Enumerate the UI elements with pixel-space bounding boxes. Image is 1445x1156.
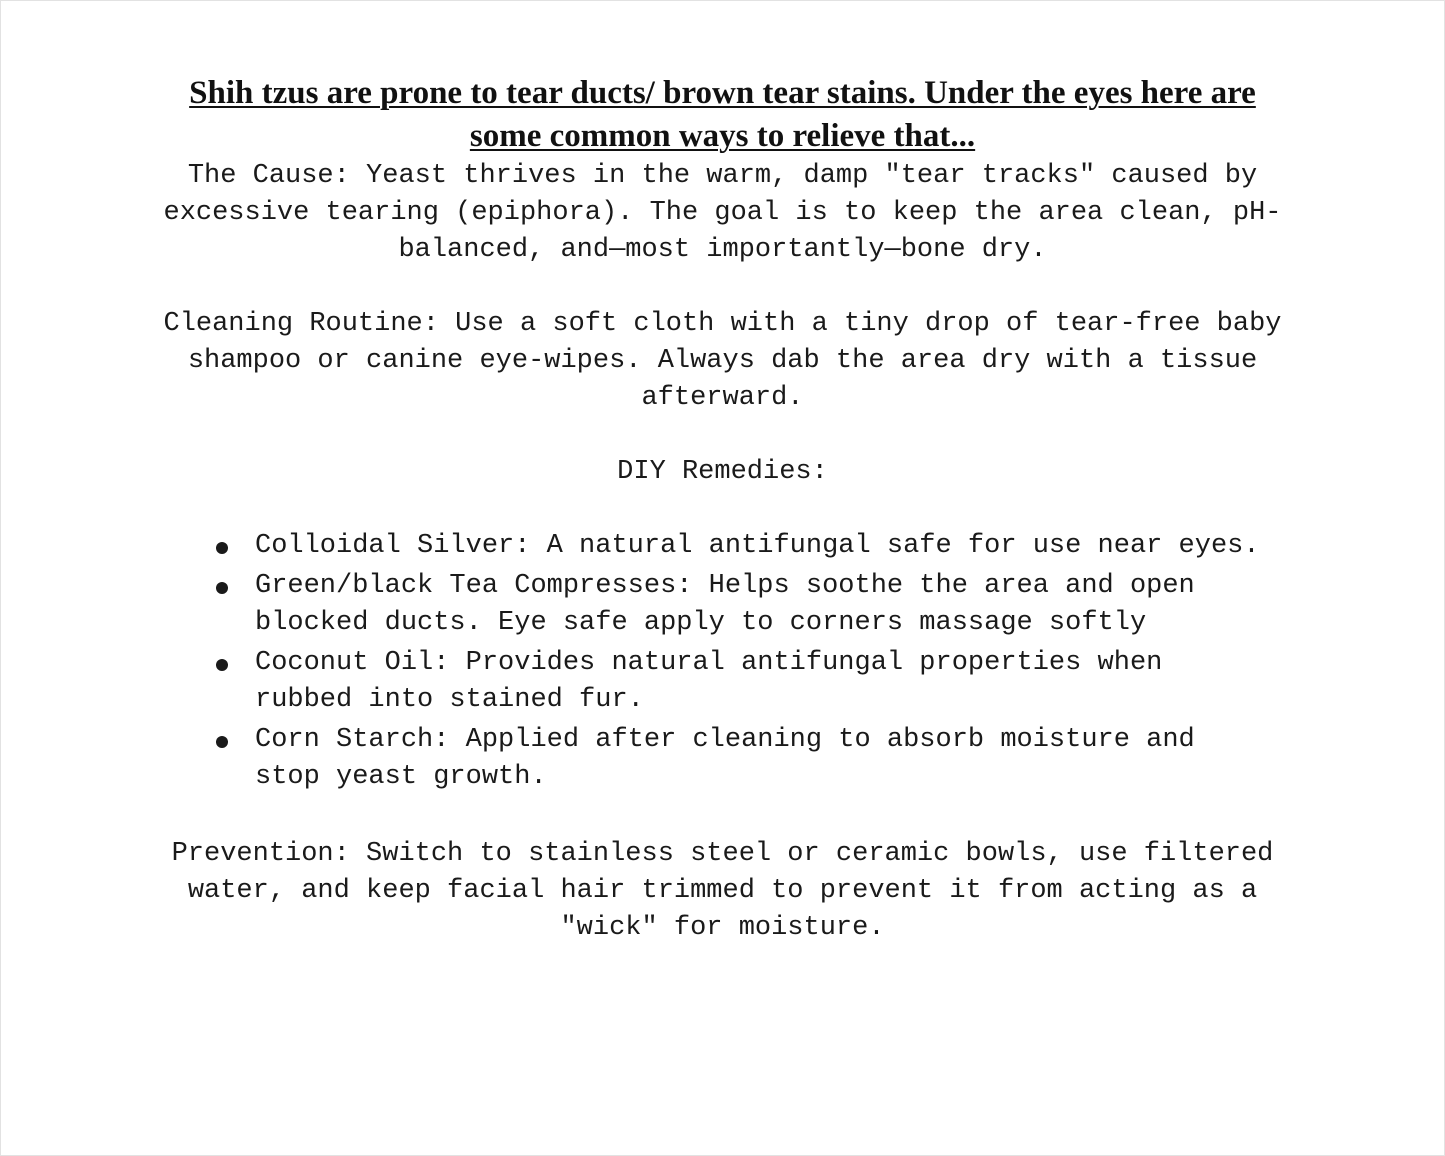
document-body	[150, 72, 1295, 947]
spacer	[150, 799, 1295, 836]
list-item	[208, 568, 1268, 642]
cleaning-paragraph: Cleaning Routine: Use a soft cloth with a tiny drop of tear-free baby shampoo or canine eye-wipes. Always dab the area dry with a tissue afterward.	[163, 309, 1282, 413]
remedies-list	[208, 528, 1268, 796]
spacer	[150, 269, 1295, 306]
remedy-text: Colloidal Silver: A natural antifungal safe for use near eyes.	[255, 531, 1260, 561]
list-item	[208, 645, 1268, 719]
prevention-paragraph: Prevention: Switch to stainless steel or ceramic bowls, use filtered water, and keep facial hair trimmed to prevent it from acting as a "wick" for moisture.	[171, 839, 1274, 943]
remedy-text: Coconut Oil: Provides natural antifungal properties when rubbed into stained fur.	[255, 648, 1163, 715]
document-title: Shih tzus are prone to tear ducts/ brown tear stains. Under the eyes here are some common ways to relieve that...	[189, 75, 1256, 154]
spacer	[150, 417, 1295, 454]
list-item	[208, 528, 1268, 565]
remedy-text: Corn Starch: Applied after cleaning to absorb moisture and stop yeast growth.	[255, 725, 1195, 792]
remedy-text: Green/black Tea Compresses: Helps soothe the area and open blocked ducts. Eye safe apply to corners massage softly	[255, 571, 1195, 638]
bullet-icon	[216, 582, 228, 594]
list-item	[208, 722, 1268, 796]
spacer	[150, 491, 1295, 528]
cause-paragraph: The Cause: Yeast thrives in the warm, damp "tear tracks" caused by excessive tearing (epiphora). The goal is to keep the area clean, pH-balanced, and—most importantly—bone dry.	[163, 161, 1282, 265]
bullet-icon	[216, 659, 228, 671]
remedies-heading: DIY Remedies:	[617, 457, 828, 487]
bullet-icon	[216, 542, 228, 554]
bullet-icon	[216, 736, 228, 748]
